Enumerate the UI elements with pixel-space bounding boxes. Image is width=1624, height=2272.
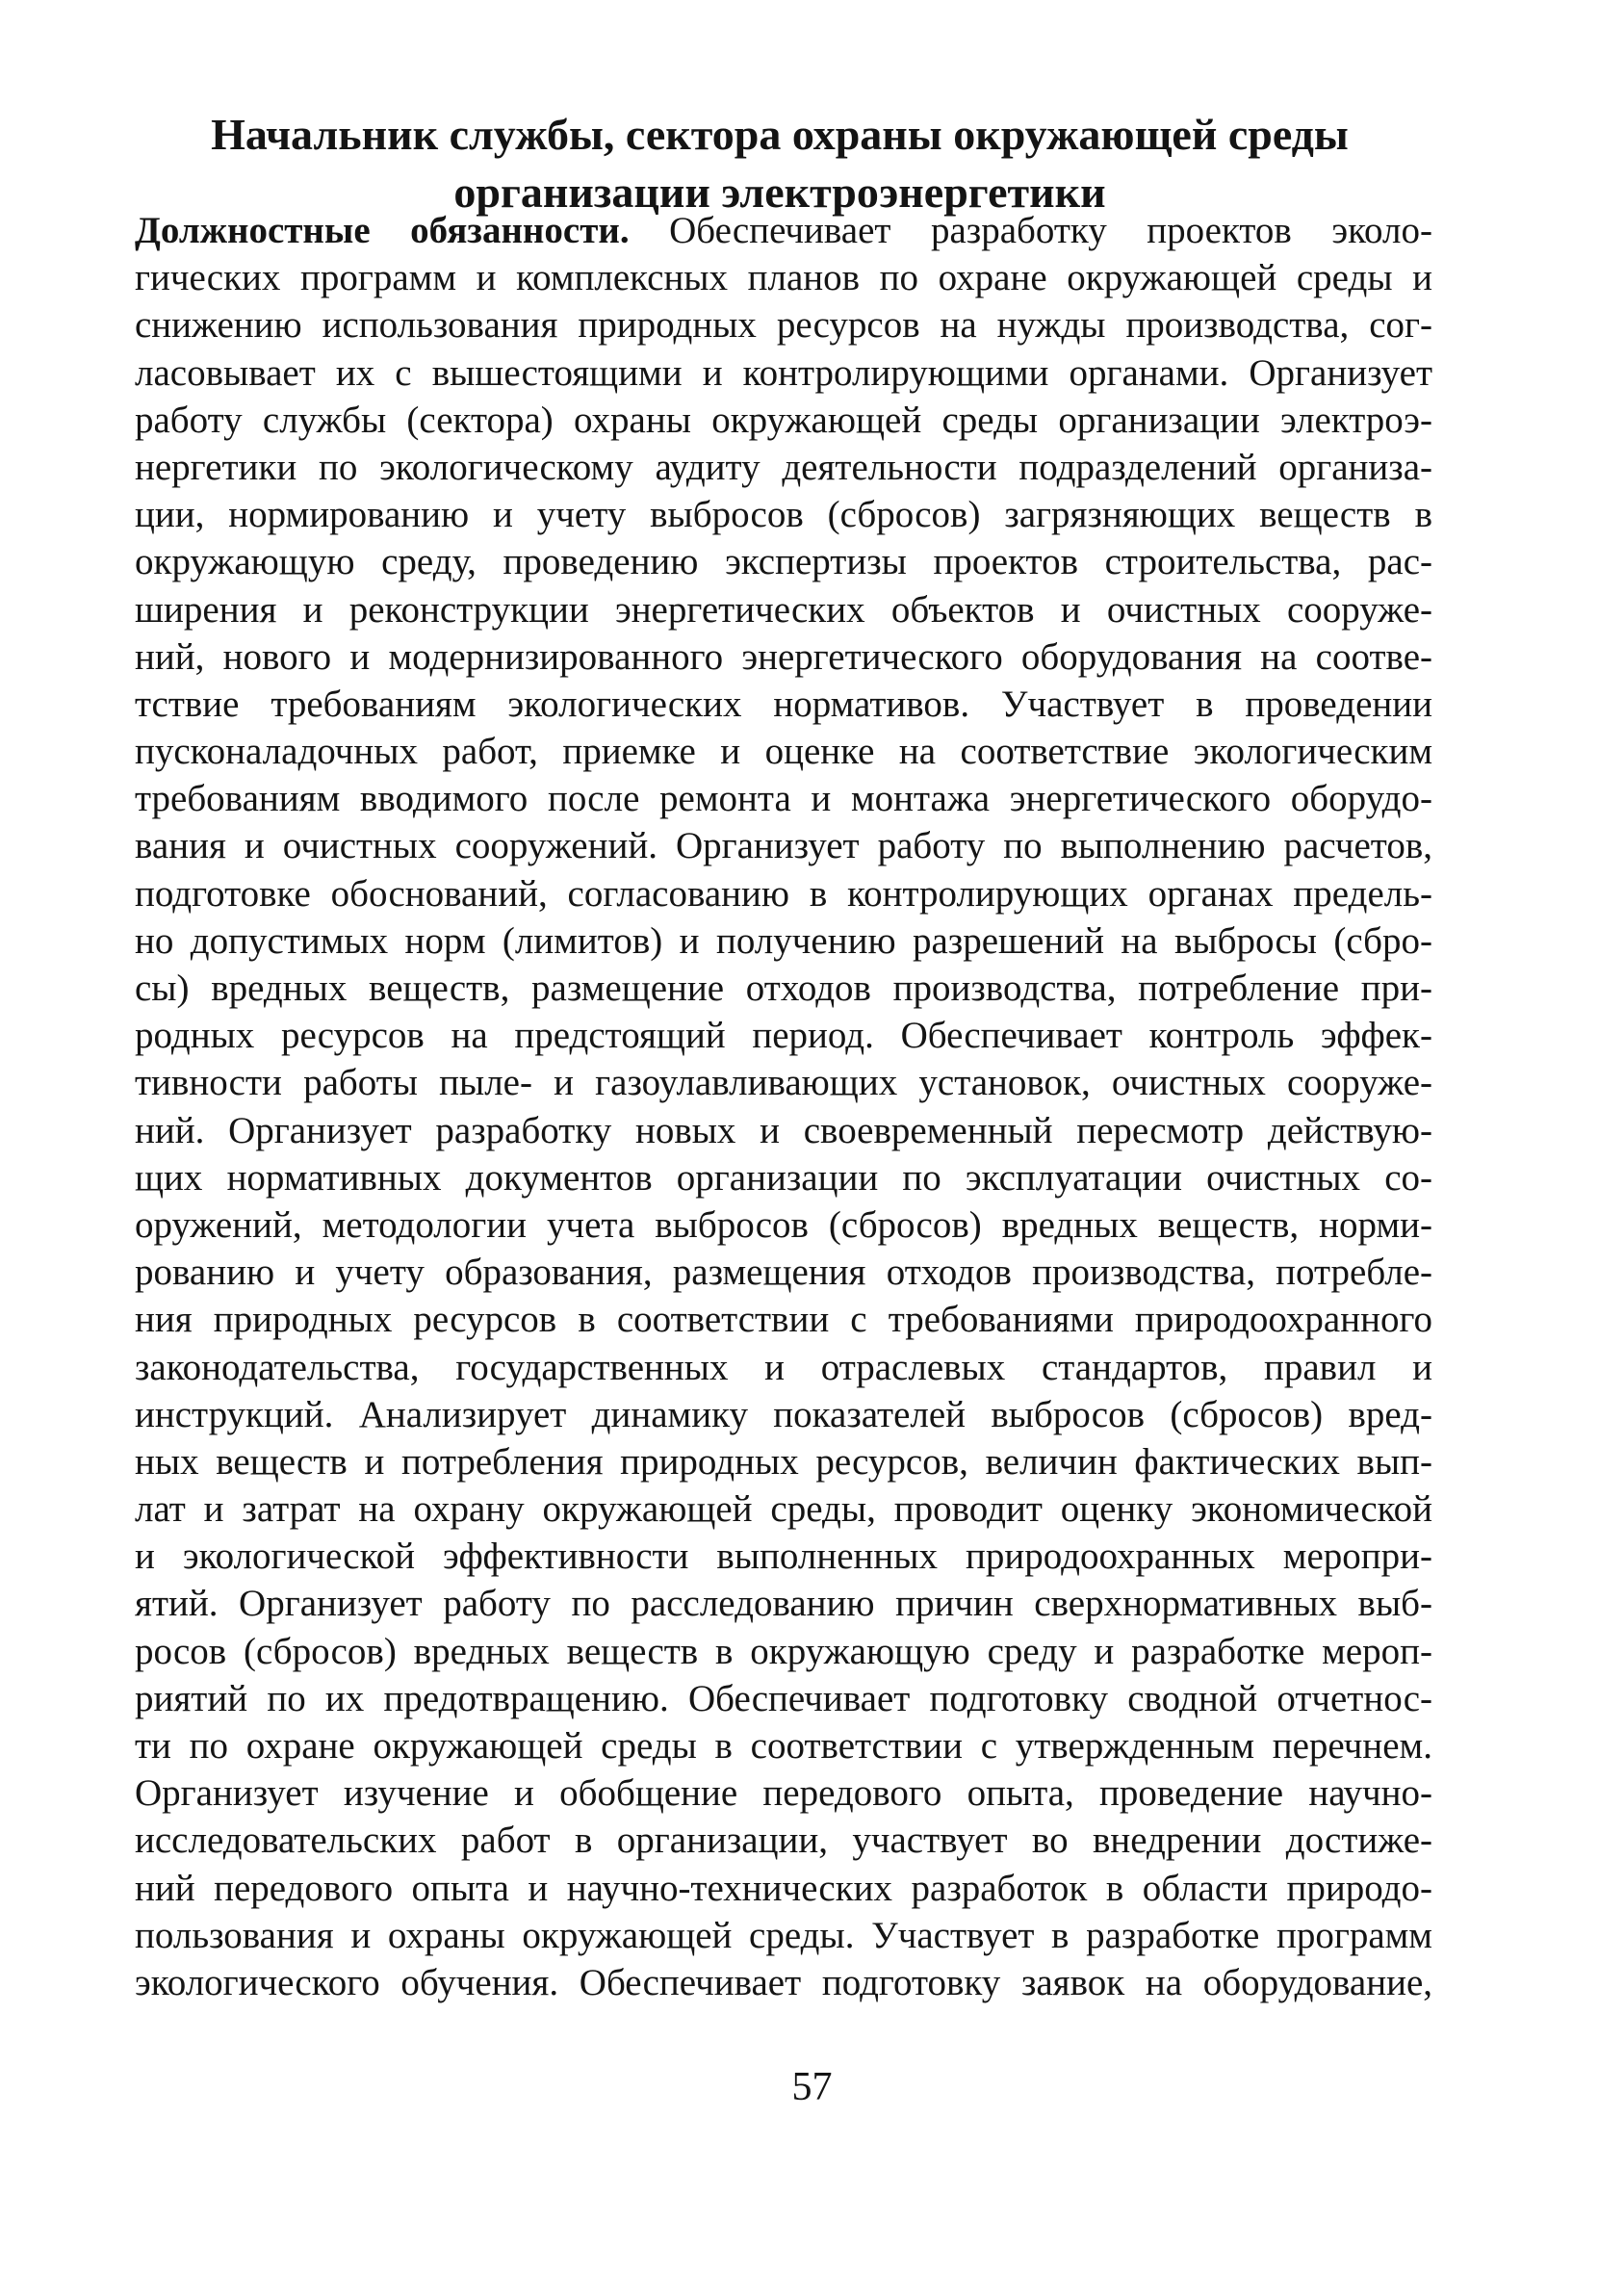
title-line-2: организации электроэнергетики xyxy=(453,168,1106,217)
page-number: 57 xyxy=(791,2065,833,2109)
text-line: тствие требованиям экологических нормативов. Участвует в проведении xyxy=(135,683,1432,725)
text-line: ний. Организует разработку новых и своевременный пересмотр действую- xyxy=(135,1109,1432,1151)
text-line: ний, нового и модернизированного энергетического оборудования на соотве- xyxy=(135,635,1432,678)
text-line: ятий. Организует работу по расследованию причин сверхнормативных выб- xyxy=(135,1583,1432,1625)
first-line-text: Обеспечивает разработку проектов эколо- xyxy=(629,210,1432,251)
text-line: требованиям вводимого после ремонта и монтажа энергетического оборудо- xyxy=(135,778,1432,820)
text-line: ти по охране окружающей среды в соответствии с утвержденным перечнем. xyxy=(135,1725,1432,1767)
text-line: и экологической эффективности выполненных природоохранных меропри- xyxy=(135,1536,1432,1578)
text-line: риятий по их предотвращению. Обеспечивает подготовку сводной отчетнос- xyxy=(135,1677,1432,1719)
page-title xyxy=(135,106,1425,221)
text-line: гических программ и комплексных планов по охране окружающей среды и xyxy=(135,257,1432,299)
text-line: щих нормативных документов организации по эксплуатации очистных со- xyxy=(135,1156,1432,1199)
title-line-1: Начальник службы, сектора охраны окружающей среды xyxy=(211,110,1349,159)
text-line: тивности работы пыле- и газоулавливающих установок, очистных сооруже- xyxy=(135,1062,1432,1104)
text-line: рованию и учету образования, размещения отходов производства, потребле- xyxy=(135,1252,1432,1294)
text-line: росов (сбросов) вредных веществ в окружающую среду и разработке мероп- xyxy=(135,1630,1432,1672)
text-line: пусконаладочных работ, приемке и оценке на соответствие экологическим xyxy=(135,731,1432,773)
text-line: исследовательских работ в организации, участвует во внедрении достиже- xyxy=(135,1820,1432,1862)
text-line: экологического обучения. Обеспечивает подготовку заявок на оборудование, xyxy=(135,1961,1432,2003)
text-line: но допустимых норм (лимитов) и получению разрешений на выбросы (сбро- xyxy=(135,919,1432,962)
text-line: вания и очистных сооружений. Организует работу по выполнению расчетов, xyxy=(135,825,1432,867)
text-line: оружений, методологии учета выбросов (сбросов) вредных веществ, норми- xyxy=(135,1203,1432,1246)
text-line: ласовывает их с вышестоящими и контролирующими органами. Организует xyxy=(135,351,1432,394)
text-line: ных веществ и потребления природных ресурсов, величин фактических вып- xyxy=(135,1440,1432,1483)
text-line xyxy=(135,207,1432,254)
text-line: подготовке обоснований, согласованию в контролирующих органах предель- xyxy=(135,872,1432,915)
section-lead: Должностные обязанности. xyxy=(135,210,630,251)
text-line: законодательства, государственных и отраслевых стандартов, правил и xyxy=(135,1346,1432,1388)
text-line: пользования и охраны окружающей среды. Участвует в разработке программ xyxy=(135,1914,1432,1956)
text-line: ния природных ресурсов в соответствии с требованиями природоохранного xyxy=(135,1299,1432,1341)
body-text xyxy=(135,207,1432,2006)
text-line: лат и затрат на охрану окружающей среды, проводит оценку экономической xyxy=(135,1488,1432,1531)
text-line: снижению использования природных ресурсов на нужды производства, сог- xyxy=(135,304,1432,347)
text-line: ний передового опыта и научно-технических разработок в области природо- xyxy=(135,1867,1432,1909)
text-line: ции, нормированию и учету выбросов (сбросов) загрязняющих веществ в xyxy=(135,494,1432,536)
text-line: инструкций. Анализирует динамику показателей выбросов (сбросов) вред- xyxy=(135,1393,1432,1435)
text-line: нергетики по экологическому аудиту деятельности подразделений организа- xyxy=(135,446,1432,488)
text-line: сы) вредных веществ, размещение отходов производства, потребление при- xyxy=(135,968,1432,1009)
text-line: ширения и реконструкции энергетических объектов и очистных сооруже- xyxy=(135,588,1432,631)
text-line: работу службы (сектора) охраны окружающей среды организации электроэ- xyxy=(135,399,1432,441)
text-line: окружающую среду, проведению экспертизы проектов строительства, рас- xyxy=(135,541,1432,583)
text-line: Организует изучение и обобщение передового опыта, проведение научно- xyxy=(135,1772,1432,1815)
text-line: родных ресурсов на предстоящий период. Обеспечивает контроль эффек- xyxy=(135,1015,1432,1057)
